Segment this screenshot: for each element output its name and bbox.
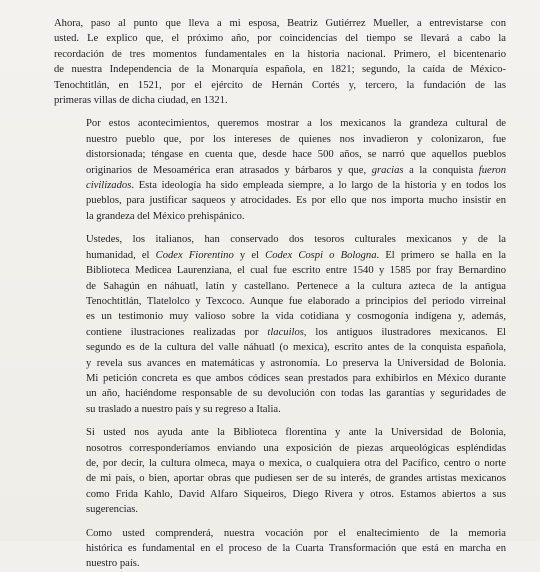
text-line: Tenochtitlán, en 1521, por el ejército de Hernán Cortés y, tercero, la fundación de las <box>54 79 506 91</box>
text-line: humanidad, el Codex Fiorentino y el Codex Cospi o Bologna. El primero se halla en la <box>86 249 507 261</box>
text-line: nuestro pueblo que, por los intereses de quienes nos invadieron y colonizaron, fue <box>86 133 506 145</box>
text-line: de nuestra Independencia de la Monarquía española, en 1821; segundo, la caída de México- <box>54 64 506 76</box>
text-line: sugerencias. <box>86 504 139 516</box>
text-line: de Sahagún en náhuatl, latín y castellano. Pertenece a la cultura azteca de la antigua <box>86 280 506 292</box>
text-line: segundo es de la cultura del valle náhuatl (o mexica), escrito antes de la conquista española, <box>86 342 506 354</box>
text-line: Como usted comprenderá, nuestra vocación por el enaltecimiento de la memoria <box>86 527 506 539</box>
text-line: primeras villas de dicha ciudad, en 1321. <box>54 95 228 107</box>
text-line: Ahora, paso al punto que lleva a mi esposa, Beatriz Gutiérrez Mueller, a entrevistarse con <box>54 18 506 29</box>
text-line: como Frida Kahlo, David Alfaro Siqueiros, Diego Rivera y otros. Estamos abiertos a sus <box>86 488 506 500</box>
text-line: nosotros corresponderíamos enviando una exposición de piezas arqueológicas espléndidas <box>86 442 506 454</box>
paragraph-2 <box>54 116 506 224</box>
text-line: Tenochtitlán, Tlatelolco y Texcoco. Aunque fue elaborado a principios del periodo virreinal <box>86 295 506 307</box>
text-line: originarios de Mesoamérica eran atrasados y bárbaros y que, gracias a la conquista fueron <box>86 164 507 176</box>
paragraph-4 <box>54 425 506 517</box>
text-line: contiene ilustraciones realizadas por tlacuilos, los antiguos ilustradores mexicanos. El <box>86 326 506 338</box>
text-line: es un testimonio muy valioso sobre la vida cotidiana y cosmogonía indígena y, además, <box>86 311 506 323</box>
text-line: su traslado a nuestro país y su regreso a Italia. <box>86 403 281 415</box>
text-line: civilizados. Esta ideología ha sido empleada siempre, a lo largo de la historia y en todos los <box>86 180 506 192</box>
text-line: histórica es fundamental en el proceso de la Cuarta Transformación que está en marcha en <box>86 543 506 554</box>
paragraph-3 <box>54 232 506 417</box>
text-line: de, por decir, la cultura olmeca, maya o mexica, o cualquiera otra del Pacífico, centro o norte <box>86 457 506 469</box>
text-line: pueblos, para justificar saqueos y atrocidades. Es por ello que nos importa mucho insistir en <box>86 195 506 207</box>
text-line: Si usted nos ayuda ante la Biblioteca florentina y ante la Universidad de Bolonia, <box>86 427 506 439</box>
text-line: de mi país, o bien, aportar obras que pudiesen ser de su interés, de grandes artistas mexicanos <box>86 473 506 485</box>
text-line: un año, haciéndome responsable de su devolución con todas las garantías y seguridades de <box>86 388 506 400</box>
text-line: recordación de tres momentos fundamentales en la historia nacional. Primero, el bicentenario <box>54 48 506 60</box>
text-line: nuestro país. <box>86 558 140 570</box>
text-line: Por estos acontecimientos, queremos mostrar a los mexicanos la grandeza cultural de <box>86 118 506 130</box>
text-line: Mi petición concreta es que ambos códices sean prestados para exhibirlos en México durante <box>86 372 506 384</box>
text-line: distorsionada; téngase en cuenta que, desde hace 500 años, se narró que aquellos pueblos <box>86 149 506 161</box>
paragraph-5 <box>54 526 506 572</box>
text-line: y revela sus avances en matemáticas y astronomía. Lo preserva la Universidad de Bolonia. <box>86 357 506 369</box>
paragraph-1 <box>54 16 506 108</box>
text-line: Biblioteca Medicea Laurenziana, el cual fue escrito entre 1540 y 1585 por fray Bernardino <box>86 265 506 277</box>
text-line: Ustedes, los italianos, han conservado dos tesoros culturales mexicanos y de la <box>86 234 506 246</box>
text-line: usted. Le explico que, el próximo año, por coincidencias del tiempo se llevará a cabo la <box>54 33 506 45</box>
text-line: la grandeza del México prehispánico. <box>86 210 245 222</box>
